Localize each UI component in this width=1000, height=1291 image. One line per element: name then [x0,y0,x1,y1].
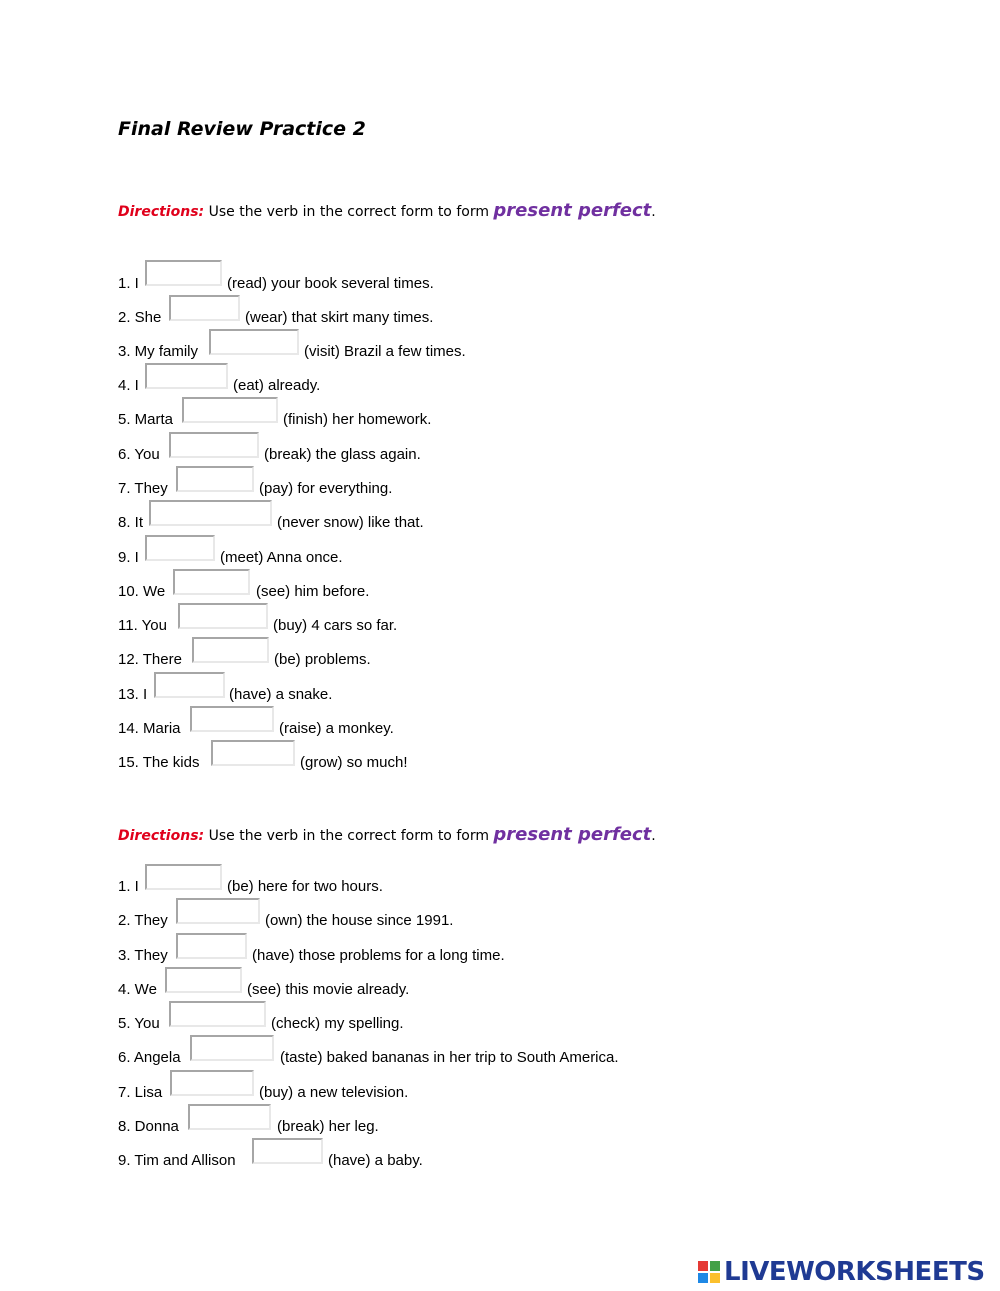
answer-input-1-1[interactable] [145,260,222,286]
answer-input-1-10[interactable] [173,569,250,595]
liveworksheets-logo [698,1257,985,1287]
item-suffix: (have) a snake. [229,686,333,703]
item-prefix: 11. You [118,617,167,634]
item-suffix: (have) those problems for a long time. [252,947,505,964]
answer-input-1-15[interactable] [211,740,295,766]
answer-input-1-3[interactable] [209,329,299,355]
directions-2 [118,824,656,845]
exercise-1-item-8 [118,513,424,533]
exercise-2-item-3 [118,946,505,966]
directions-label: Directions: [118,828,205,844]
item-suffix: (pay) for everything. [259,480,393,497]
answer-input-2-2[interactable] [176,898,260,924]
exercise-1-item-3 [118,342,466,362]
item-suffix: (grow) so much! [300,754,408,771]
directions-end: . [651,828,656,844]
item-prefix: 2. She [118,309,162,326]
answer-input-2-5[interactable] [169,1001,266,1027]
exercise-1-item-15 [118,753,408,773]
item-suffix: (meet) Anna once. [220,549,343,566]
item-prefix: 2. They [118,912,168,929]
answer-input-1-2[interactable] [169,295,240,321]
directions-emphasis: present perfect [493,200,652,221]
logo-blocks-icon [698,1261,720,1283]
directions-emphasis: present perfect [493,824,652,845]
exercise-2-item-8 [118,1117,379,1137]
item-prefix: 8. Donna [118,1118,179,1135]
page-title: Final Review Practice 2 [118,118,366,140]
exercise-2-item-7 [118,1083,409,1103]
item-suffix: (eat) already. [233,377,321,394]
exercise-1-item-4 [118,376,321,396]
exercise-2-item-1 [118,877,383,897]
item-prefix: 7. They [118,480,168,497]
item-suffix: (taste) baked bananas in her trip to South America. [280,1049,619,1066]
item-prefix: 8. It [118,514,144,531]
item-prefix: 7. Lisa [118,1084,163,1101]
item-prefix: 13. I [118,686,148,703]
answer-input-2-9[interactable] [252,1138,323,1164]
item-prefix: 6. You [118,446,160,463]
item-suffix: (wear) that skirt many times. [245,309,434,326]
exercise-2-item-5 [118,1014,404,1034]
answer-input-1-5[interactable] [182,397,278,423]
item-suffix: (be) here for two hours. [227,878,383,895]
answer-input-1-8[interactable] [149,500,272,526]
item-prefix: 3. My family [118,343,199,360]
directions-end: . [651,204,656,220]
exercise-1-item-14 [118,719,394,739]
exercise-2-item-2 [118,911,454,931]
exercise-1-item-9 [118,548,343,568]
item-suffix: (have) a baby. [328,1152,423,1169]
item-suffix: (see) this movie already. [247,981,410,998]
answer-input-1-13[interactable] [154,672,225,698]
item-prefix: 4. We [118,981,157,998]
item-prefix: 1. I [118,878,139,895]
item-suffix: (be) problems. [274,651,371,668]
directions-text: Use the verb in the correct form to form [208,204,489,220]
item-prefix: 9. Tim and Allison [118,1152,236,1169]
item-suffix: (own) the house since 1991. [265,912,454,929]
answer-input-1-9[interactable] [145,535,215,561]
answer-input-1-7[interactable] [176,466,254,492]
answer-input-1-12[interactable] [192,637,269,663]
answer-input-2-8[interactable] [188,1104,271,1130]
answer-input-2-1[interactable] [145,864,222,890]
exercise-2-item-9 [118,1151,423,1171]
directions-text: Use the verb in the correct form to form [208,828,489,844]
item-prefix: 9. I [118,549,139,566]
item-suffix: (break) her leg. [277,1118,379,1135]
answer-input-1-14[interactable] [190,706,274,732]
directions-label: Directions: [118,204,205,220]
answer-input-2-7[interactable] [170,1070,254,1096]
exercise-1-item-5 [118,410,432,430]
item-suffix: (raise) a monkey. [279,720,394,737]
directions-1 [118,200,656,221]
item-prefix: 14. Maria [118,720,181,737]
item-prefix: 3. They [118,947,168,964]
item-suffix: (never snow) like that. [277,514,424,531]
exercise-1-item-10 [118,582,370,602]
item-prefix: 10. We [118,583,166,600]
item-suffix: (check) my spelling. [271,1015,404,1032]
item-prefix: 4. I [118,377,139,394]
item-prefix: 6. Angela [118,1049,181,1066]
item-prefix: 12. There [118,651,182,668]
item-suffix: (see) him before. [256,583,370,600]
exercise-1-item-1 [118,274,434,294]
item-suffix: (break) the glass again. [264,446,421,463]
item-prefix: 5. Marta [118,411,174,428]
exercise-1-item-7 [118,479,393,499]
item-suffix: (buy) a new television. [259,1084,409,1101]
exercise-2-item-4 [118,980,410,1000]
exercise-2-item-6 [118,1048,619,1068]
item-suffix: (visit) Brazil a few times. [304,343,466,360]
exercise-1-item-6 [118,445,421,465]
answer-input-1-11[interactable] [178,603,268,629]
exercise-1-item-12 [118,650,371,670]
item-prefix: 5. You [118,1015,160,1032]
answer-input-2-6[interactable] [190,1035,274,1061]
answer-input-1-4[interactable] [145,363,228,389]
answer-input-2-3[interactable] [176,933,247,959]
item-suffix: (buy) 4 cars so far. [273,617,398,634]
exercise-1-item-2 [118,308,434,328]
exercise-1-item-13 [118,685,333,705]
logo-text: LIVEWORKSHEETS [724,1257,985,1287]
item-prefix: 1. I [118,275,139,292]
exercise-1-item-11 [118,616,398,636]
answer-input-1-6[interactable] [169,432,259,458]
item-prefix: 15. The kids [118,754,200,771]
item-suffix: (finish) her homework. [283,411,432,428]
answer-input-2-4[interactable] [165,967,242,993]
item-suffix: (read) your book several times. [227,275,434,292]
